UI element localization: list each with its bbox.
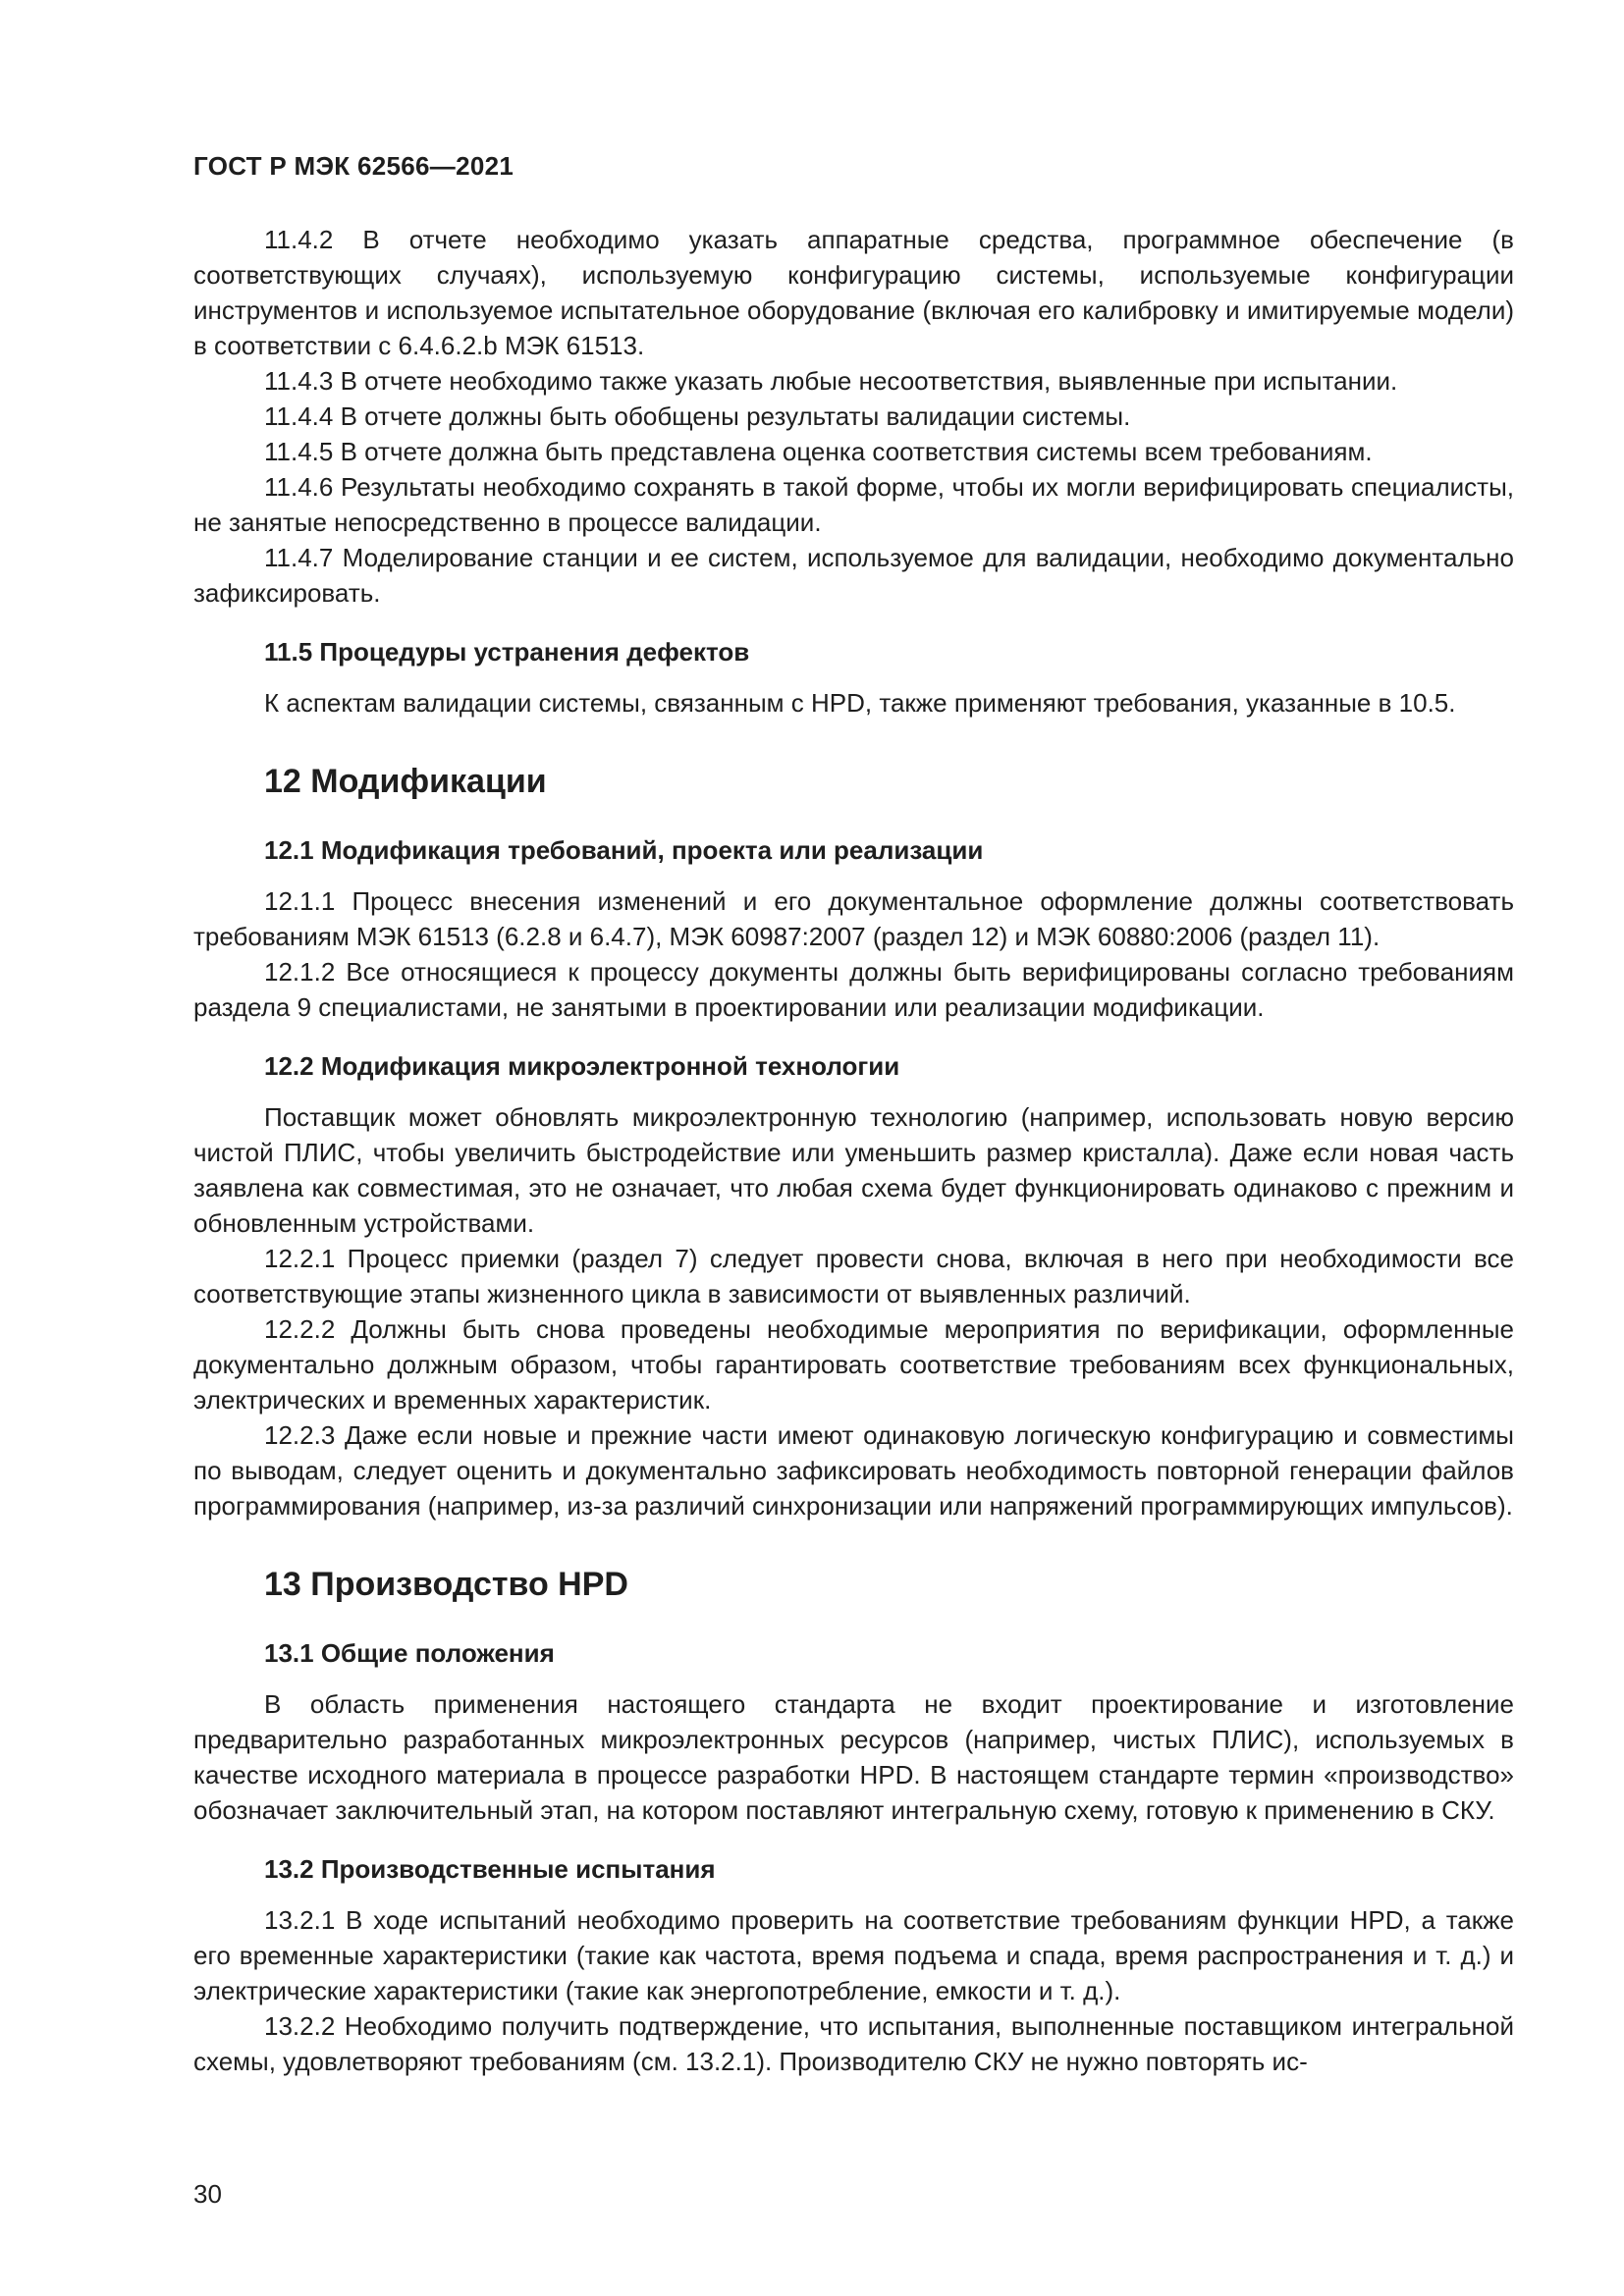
paragraph-12-2-1: 12.2.1 Процесс приемки (раздел 7) следует провести снова, включая в него при необходимости все соответствующие этапы жизненного цикла в зависимости от выявленных различий. [193,1244,1514,1308]
heading-12: 12 Модификации [264,763,547,800]
document-header: ГОСТ Р МЭК 62566—2021 [193,151,514,181]
heading-13-1: 13.1 Общие положения [264,1638,555,1668]
paragraph-11-4-5: 11.4.5 В отчете должна быть представлена оценка соответствия системы всем требованиям. [264,437,1373,466]
heading-11-5: 11.5 Процедуры устранения дефектов [264,637,750,667]
paragraph-11-4-7: 11.4.7 Моделирование станции и ее систем, используемое для валидации, необходимо документально зафиксировать. [193,543,1514,608]
paragraph-11-4-2: 11.4.2 В отчете необходимо указать аппаратные средства, программное обеспечение (в соответствующих случаях), используемую конфигурацию системы, используемые конфигурации инструментов и используемое испытательное оборудование (включая его калибровку и имитируемые модели) в соответствии с 6.4.6.2.b МЭК 61513. [193,225,1514,360]
paragraph-13-1: В область применения настоящего стандарта не входит проектирование и изготовление предварительно разработанных микроэлектронных ресурсов (например, чистых ПЛИС), используемых в качестве исходного материала в процессе разработки HPD. В настоящем стандарте термин «производство» обозначает заключительный этап, на котором поставляют интегральную схему, готовую к применению в СКУ. [193,1689,1514,1825]
paragraph-12-1-1: 12.1.1 Процесс внесения изменений и его документальное оформление должны соответствовать требованиям МЭК 61513 (6.2.8 и 6.4.7), МЭК 60987:2007 (раздел 12) и МЭК 60880:2006 (раздел 11). [193,886,1514,951]
paragraph-11-4-6: 11.4.6 Результаты необходимо сохранять в такой форме, чтобы их могли верифицировать специалисты, не занятые непосредственно в процессе валидации. [193,472,1514,537]
paragraph-12-2-2: 12.2.2 Должны быть снова проведены необходимые мероприятия по верификации, оформленные документально должным образом, чтобы гарантировать соответствие требованиям всех функциональных, электрических и временных характеристик. [193,1314,1514,1415]
document-body [193,222,1514,2079]
paragraph-12-2-3: 12.2.3 Даже если новые и прежние части имеют одинаковую логическую конфигурацию и совместимы по выводам, следует оценить и документально зафиксировать необходимость повторной генерации файлов программирования (например, из-за различий синхронизации или напряжений программирующих импульсов). [193,1420,1514,1521]
paragraph-11-5: К аспектам валидации системы, связанным с HPD, также применяют требования, указанные в 10.5. [264,688,1456,718]
heading-12-2: 12.2 Модификация микроэлектронной технологии [264,1051,900,1081]
heading-12-1: 12.1 Модификация требований, проекта или реализации [264,835,984,865]
paragraph-12-1-2: 12.1.2 Все относящиеся к процессу документы должны быть верифицированы согласно требованиям раздела 9 специалистами, не занятыми в проектировании или реализации модификации. [193,957,1514,1022]
heading-13: 13 Производство HPD [264,1566,628,1603]
paragraph-13-2-2: 13.2.2 Необходимо получить подтверждение, что испытания, выполненные поставщиком интегральной схемы, удовлетворяют требованиям (см. 13.2.1). Производителю СКУ не нужно повторять ис- [193,2011,1514,2076]
paragraph-11-4-3: 11.4.3 В отчете необходимо также указать любые несоответствия, выявленные при испытании. [264,366,1398,396]
paragraph-12-2-intro: Поставщик может обновлять микроэлектронную технологию (например, использовать новую версию чистой ПЛИС, чтобы увеличить быстродействие или уменьшить размер кристалла). Даже если новая часть заявлена как совместимая, это не означает, что любая схема будет функционировать одинаково с прежним и обновленным устройствами. [193,1102,1514,1238]
page-number: 30 [193,2179,222,2209]
paragraph-13-2-1: 13.2.1 В ходе испытаний необходимо проверить на соответствие требованиям функции HPD, а также его временные характеристики (такие как частота, время подъема и спада, время распространения и т. д.) и электрические характеристики (такие как энергопотребление, емкости и т. д.). [193,1905,1514,2005]
paragraph-11-4-4: 11.4.4 В отчете должны быть обобщены результаты валидации системы. [264,401,1131,431]
heading-13-2: 13.2 Производственные испытания [264,1854,716,1884]
